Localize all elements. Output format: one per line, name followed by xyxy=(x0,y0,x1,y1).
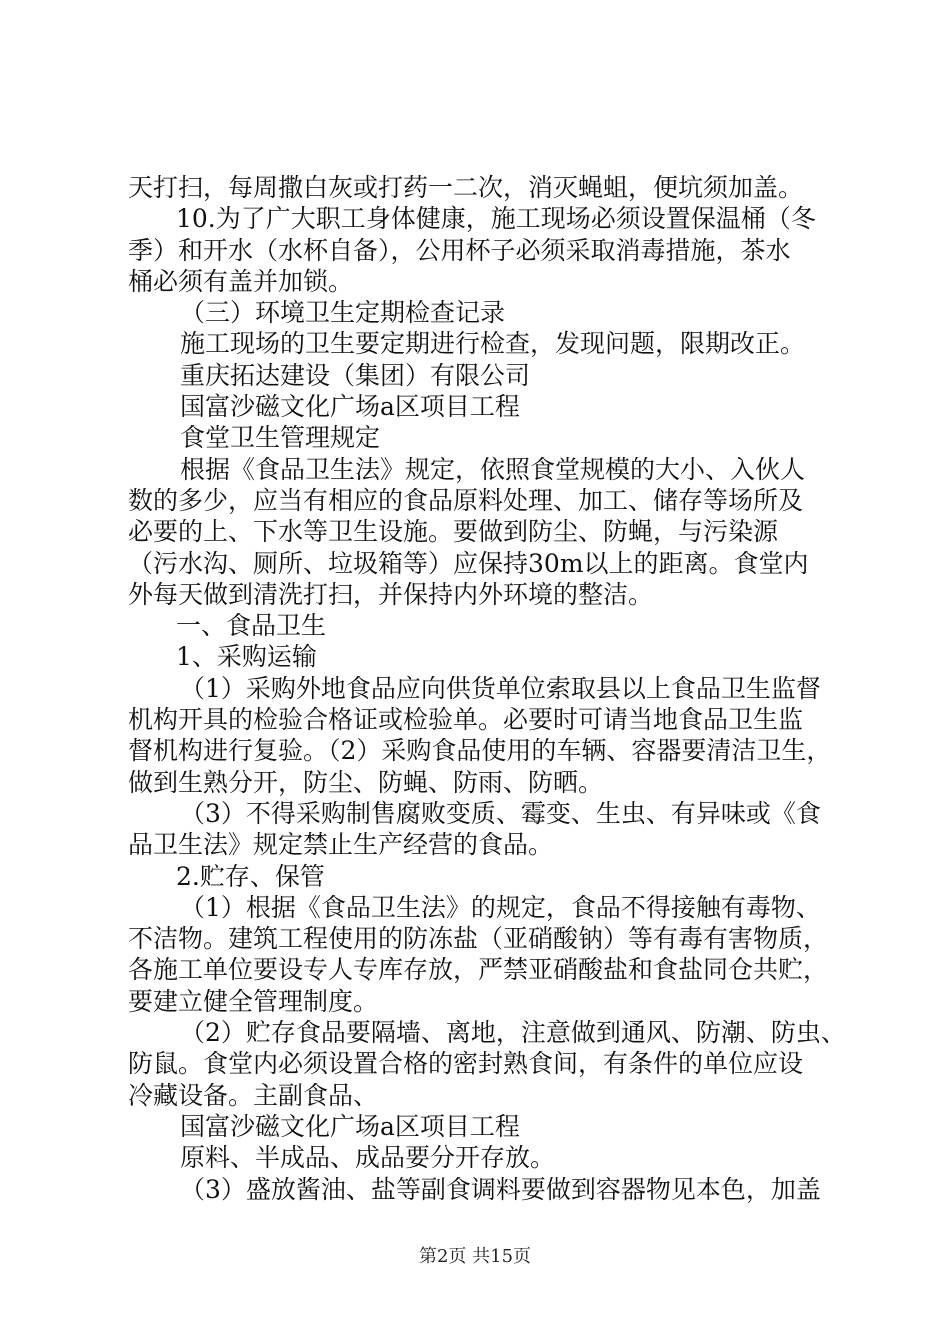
text-line: 做到生熟分开，防尘、防蝇、防雨、防晒。 xyxy=(128,767,604,797)
text-line: 要建立健全管理制度。 xyxy=(128,986,379,1016)
document-title: 食堂卫生管理规定 xyxy=(180,423,381,453)
text-line: （3）不得采购制售腐败变质、霉变、生虫、有异味或《食 xyxy=(180,798,821,828)
text-line: 防鼠。食堂内必须设置合格的密封熟食间，有条件的单位应设 xyxy=(128,1049,804,1079)
text-line: （1）采购外地食品应向供货单位索取县以上食品卫生监督 xyxy=(180,673,821,703)
page-number: 第2页 共15页 xyxy=(418,1246,532,1267)
text-line: 10.为了广大职工身体健康，施工现场必须设置保温桶（冬 xyxy=(176,204,816,234)
text-line: 施工现场的卫生要定期进行检查，发现问题，限期改正。 xyxy=(180,329,806,359)
text-line: 不洁物。建筑工程使用的防冻盐（亚硝酸钠）等有毒有害物质， xyxy=(128,924,829,954)
section-heading: 一、食品卫生 xyxy=(176,611,327,641)
text-line: 季）和开水（水杯自备），公用杯子必须采取消毒措施，茶水 xyxy=(128,235,791,265)
subsection-heading: 2.贮存、保管 xyxy=(176,861,325,891)
text-line: （1）根据《食品卫生法》的规定，食品不得接触有毒物、 xyxy=(180,892,821,922)
text-line: 冷藏设备。主副食品、 xyxy=(128,1080,379,1110)
subsection-heading: 1、采购运输 xyxy=(176,642,317,672)
text-line: 各施工单位要设专人专库存放，严禁亚硝酸盐和食盐同仓共贮， xyxy=(128,955,829,985)
section-heading: （三）环境卫生定期检查记录 xyxy=(180,298,506,328)
text-line: 根据《食品卫生法》规定，依照食堂规模的大小、入伙人 xyxy=(180,454,806,484)
text-line: 桶必须有盖并加锁。 xyxy=(128,266,354,296)
text-line: 天打扫，每周撒白灰或打药一二次，消灭蝇蛆，便坑须加盖。 xyxy=(128,173,804,202)
document-body xyxy=(128,172,844,1205)
text-line: 必要的上、下水等卫生设施。要做到防尘、防蝇，与污染源 xyxy=(128,517,779,547)
text-line: 机构开具的检验合格证或检验单。必要时可请当地食品卫生监 xyxy=(128,705,804,735)
project-name: 国富沙磁文化广场a区项目工程 xyxy=(180,392,520,422)
text-line: （3）盛放酱油、盐等副食调料要做到容器物见本色，加盖 xyxy=(180,1174,821,1204)
text-line: 外每天做到清洗打扫，并保持内外环境的整洁。 xyxy=(128,579,654,609)
company-name: 重庆拓达建设（集团）有限公司 xyxy=(180,360,531,390)
project-name: 国富沙磁文化广场a区项目工程 xyxy=(180,1111,520,1141)
text-line: （污水沟、厕所、垃圾箱等）应保持30m以上的距离。食堂内 xyxy=(128,548,809,578)
text-line: （2）贮存食品要隔墙、离地，注意做到通风、防潮、防虫、 xyxy=(180,1018,846,1048)
text-line: 督机构进行复验。（2）采购食品使用的车辆、容器要清洁卫生， xyxy=(128,736,832,766)
text-line: 品卫生法》规定禁止生产经营的食品。 xyxy=(128,830,554,860)
text-line: 原料、半成品、成品要分开存放。 xyxy=(180,1143,556,1173)
text-line: 数的多少，应当有相应的食品原料处理、加工、储存等场所及 xyxy=(128,485,804,515)
